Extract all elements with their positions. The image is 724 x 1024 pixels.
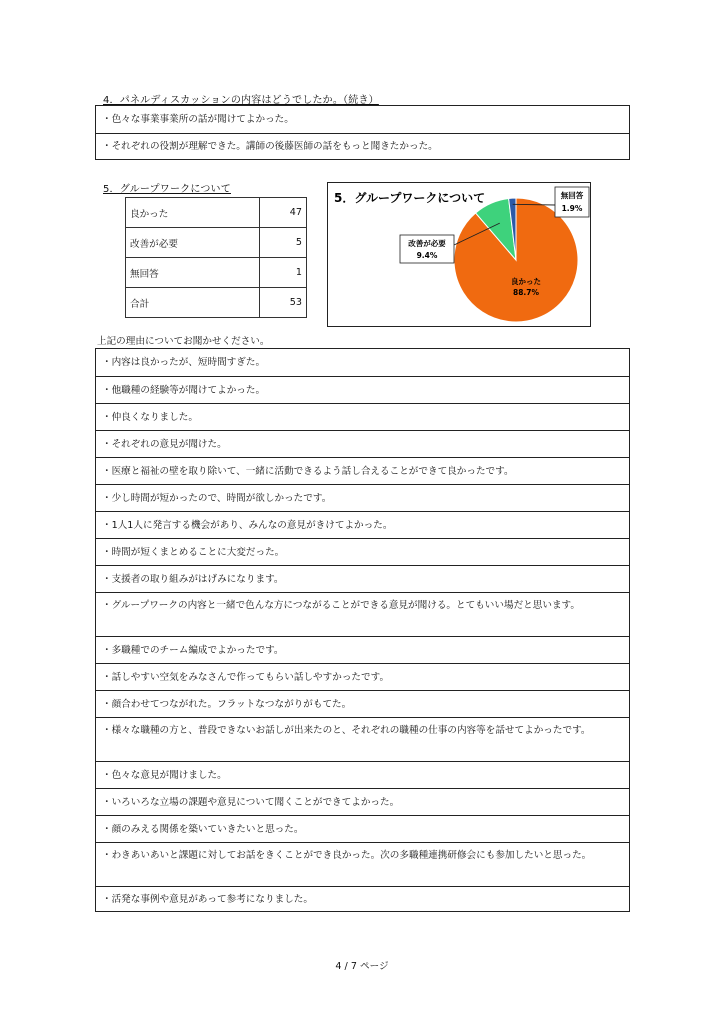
table-row [126, 228, 307, 258]
comment-row: ・1人1人に発言する機会があり、みんなの意見がきけてよかった。 [96, 511, 629, 538]
slice-label: 改善が必要 [408, 239, 446, 248]
slice-value: 9.4% [416, 251, 438, 260]
row-value: 5 [260, 228, 307, 258]
section4-heading: 4．パネルディスカッションの内容はどうでしたか。（続き） [103, 95, 379, 106]
reasons-heading: 上記の理由についてお聞かせください。 [97, 336, 270, 347]
slice-value: 88.7% [512, 288, 540, 297]
section5-heading: 5．グループワークについて [103, 184, 231, 195]
row-value: 47 [260, 198, 307, 228]
comment-row: ・内容は良かったが、短時間すぎた。 [102, 357, 266, 368]
comment-row: ・他職種の経験等が聞けてよかった。 [96, 376, 629, 403]
table-row [126, 288, 307, 318]
comment-row: ・支援者の取り組みがはげみになります。 [96, 565, 629, 592]
comment-row: ・それぞれの意見が聞けた。 [96, 430, 629, 457]
comment-row: ・時間が短くまとめることに大変だった。 [96, 538, 629, 565]
row-value: 53 [260, 288, 307, 318]
section4-comments-table [95, 105, 630, 160]
comment-row: ・仲良くなりました。 [96, 403, 629, 430]
comment-row: ・色々な意見が聞けました。 [96, 761, 629, 788]
page-number: 4 / 7 ページ [335, 961, 389, 972]
comment-row: ・顔のみえる関係を築いていきたいと思った。 [96, 815, 629, 842]
table-row [126, 198, 307, 228]
comment-row: ・グループワークの内容と一緒で色んな方につながることができる意見が聞ける。とてもいい場だと思います。 [96, 592, 629, 636]
comment-row: ・話しやすい空気をみなさんで作ってもらい話しやすかったです。 [96, 663, 629, 690]
row-label: 無回答 [126, 258, 260, 288]
slice-label: 良かった [511, 277, 541, 286]
chart-title: 5．グループワークについて [334, 191, 486, 205]
comment-row: ・わきあいあいと課題に対してお話をきくことができ良かった。次の多職種連携研修会にも参加したいと思った。 [96, 842, 629, 886]
comment-row: ・活発な事例や意見があって参考になりました。 [96, 886, 629, 912]
comment-row: ・色々な事業事業所の話が聞けてよかった。 [102, 114, 294, 125]
comment-row: ・医療と福祉の壁を取り除いて、一緒に活動できるよう話し合えることができて良かったです。 [96, 457, 629, 484]
comment-row: ・いろいろな立場の課題や意見について聞くことができてよかった。 [96, 788, 629, 815]
row-label: 良かった [126, 198, 260, 228]
row-label: 改善が必要 [126, 228, 260, 258]
comment-row: ・様々な職種の方と、普段できないお話しが出来たのと、それぞれの職種の仕事の内容等を話せてよかったです。 [96, 717, 629, 761]
row-label: 合計 [126, 288, 260, 318]
count-table [125, 197, 307, 318]
comment-row: ・多職種でのチーム編成でよかったです。 [96, 636, 629, 663]
comment-row: ・少し時間が短かったので、時間が欲しかったです。 [96, 484, 629, 511]
table-row [126, 258, 307, 288]
reasons-comments-table [95, 348, 630, 912]
comment-row: ・それぞれの役割が理解できた。講師の後藤医師の話をもっと聞きたかった。 [96, 133, 629, 159]
slice-value: 1.9% [561, 204, 583, 213]
pie-chart-box [327, 182, 591, 327]
row-value: 1 [260, 258, 307, 288]
slice-label: 無回答 [560, 191, 584, 200]
comment-row: ・顔合わせてつながれた。フラットなつながりがもてた。 [96, 690, 629, 717]
pie-chart [328, 183, 590, 326]
